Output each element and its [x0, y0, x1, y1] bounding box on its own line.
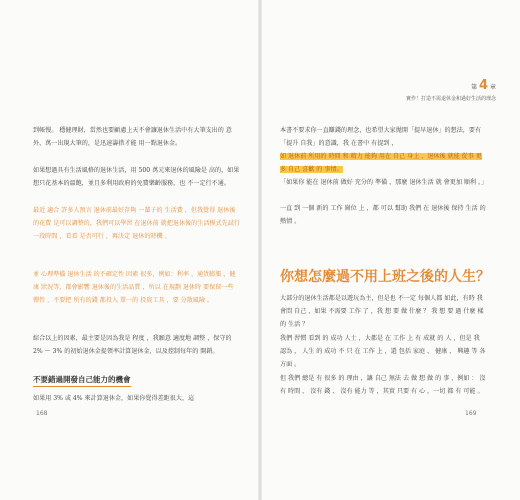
left-paragraph-4: 並 心理準備 退休生活 的不確定性 因素 很多，例如：利率 、通貨膨脹 、健康 狀況等，都會影響 退休後的生活品質 ，所以 在規劃 退休時 要保留一些 彈性 ，不要把 所有的錢 都投入 單一的 投資工具 ，要 分散風險 。	[33, 271, 236, 304]
section-heading: 你想怎麼過不用上班之後的人生？	[280, 269, 490, 285]
left-paragraph-1: 到帳慢。 穩健理財，當然也要顧慮上天不會讓退休生活中有大筆支出的 意外，萬一出現大筆的，是迅速籌措才能 用一點退休金。	[33, 127, 232, 147]
page-number-left: 168	[36, 410, 48, 417]
chapter-suffix: 章	[489, 84, 496, 91]
chapter-prefix: 第	[471, 84, 478, 91]
left-subtitle: 不要錯過開發自己能力的機會	[33, 374, 131, 387]
chapter-number: 4	[479, 78, 489, 93]
left-page	[0, 0, 259, 500]
chapter-header	[406, 78, 496, 102]
chapter-subtitle: 實作！打造不需退休金和過好生活的理念	[405, 96, 496, 102]
left-paragraph-3: 最近 適合 許多人預言 退休前最好存夠 一輩子的 生活費 ，但我覺得 退休後的花費 是可以調整的，我們可以學習 在退休前 就把退休後的生活模式先試行 一段時間 ，看看 是否可行 ，再決定 退休的時機 。	[33, 207, 240, 240]
left-paragraph-5: 綜合以上的因素，最主要是因為我是 程度 ，我願意 適度地 調整 ，保守的 2% ～ 3% 的初始退休金提領率計算退休金，以及控制每年的 開銷。	[33, 335, 232, 355]
section-paragraph-1: 大部分的退休生活都是以遊玩為主，但是也 不一定 每個人都 如此，有時 我 會問 自己 ，如果 不需要 工作 了 ，我 想 要 做 什麼 ？ 我 想 要 過 什麼 樣 的 生活 ？	[280, 295, 484, 328]
section-paragraph-3: 但 我們 總是 有 很多 的 理由 ，讓 自己 無法 去 做 想 做 的 事 ，例如 ： 沒有 時間 、 沒有 錢 、 沒有 能力 等 ，其實 只要 有 心 ，一切 都 有 可能 。	[280, 375, 486, 395]
right-highlight-block	[280, 150, 487, 176]
right-paragraph-1: 本書不要求你一直賺錢的理念，也希望大家拋開「提早退休」的想法，要有「提升 自我」的意識，我 在書中 有提到 ，	[280, 127, 482, 147]
left-paragraph-2: 如果想過具有生活風格的退休生活，用 500 萬元來退休的風險是 高的，如果想只花基本的溫飽，並且多利用政府的免費樂齡服務，也 不一定行不通。	[33, 167, 240, 187]
left-tail-paragraph: 如果用 3% 或 4% 來計算退休金，如果你覺得差距很大，這	[33, 395, 195, 402]
right-paragraph-3: 一直 到 一個 新的 工作 崗位 上 ，都 可以 幫助 我們 在 退休後 保持 生活 的 熱情 。	[280, 205, 486, 225]
right-highlight-text: 如 退休前 所用的 時間 和 精力 能夠 用在 自己 身上 ，退休後 就能 從事 更多 自己 喜歡 的 事情。	[280, 153, 482, 173]
page-number-right: 169	[465, 410, 477, 417]
right-page	[261, 0, 520, 500]
section-paragraph-2: 我們 習慣 看到 的 成功 人士 ，大都是 在 工作 上 有 成就 的 人 ，但是 我 認為 ， 人生 的 成功 不 只 在 工作 上 ，還 包括 家庭 、 健康 、 興趣 等 各 方面 。	[280, 335, 486, 368]
right-paragraph-2: 「如果你 能在 退休前 做好 充分的 準備 ，那麼 退休生活 就 會更加 順利 。」	[280, 179, 488, 186]
